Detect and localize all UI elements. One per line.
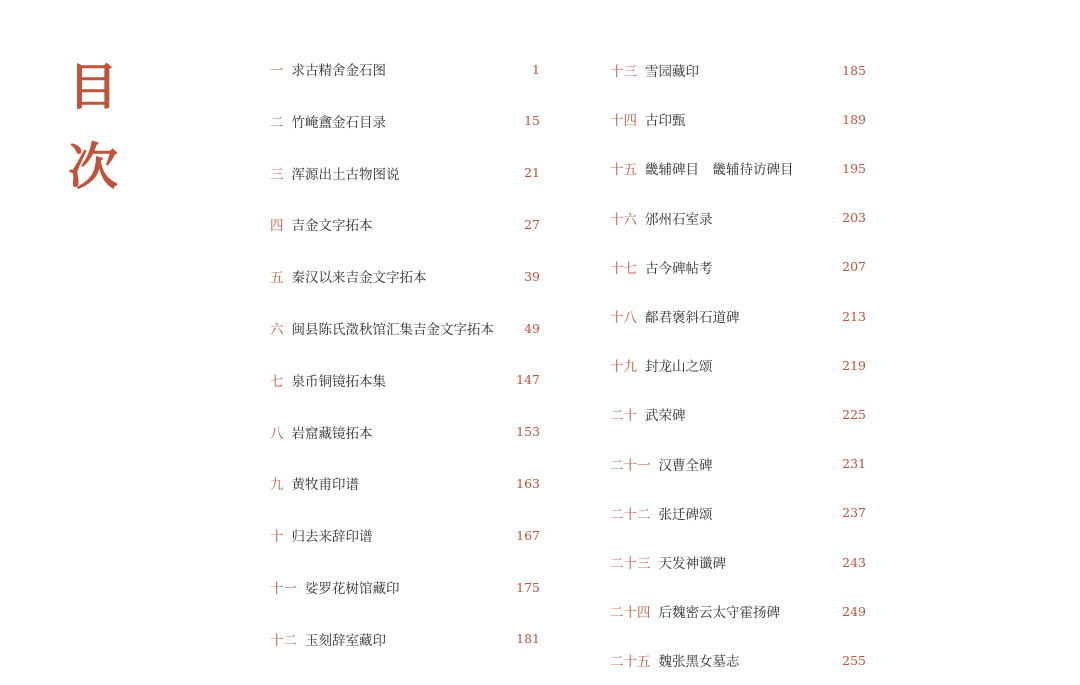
toc-entry[interactable] <box>270 369 540 391</box>
toc-entry-page: 207 <box>842 259 866 275</box>
toc-entry-title: 古印甄 <box>645 113 686 130</box>
toc-entry[interactable] <box>610 207 866 229</box>
toc-entry-number: 二十一 <box>610 457 651 474</box>
toc-entry-page: 27 <box>524 216 540 232</box>
toc-entry-title: 魏张黑女墓志 <box>658 654 740 671</box>
toc-entry-title: 鄐君褒斜石道碑 <box>645 310 740 326</box>
toc-entry-title: 娑罗花树馆藏印 <box>305 581 400 597</box>
toc-entry-number: 十七 <box>610 260 637 277</box>
toc-entry-number: 十五 <box>610 162 637 179</box>
toc-entry-title: 闽县陈氏澂秋馆汇集吉金文字拓本 <box>291 322 494 338</box>
toc-entry[interactable] <box>270 472 540 494</box>
toc-entry-number: 三 <box>270 166 284 183</box>
toc-entry-page: 181 <box>516 631 540 647</box>
toc-entry-title: 武荣碑 <box>645 408 686 425</box>
toc-entry-number: 十八 <box>610 310 637 326</box>
toc-entry-title: 浑源出土古物图说 <box>291 166 400 183</box>
toc-entry-title: 秦汉以来吉金文字拓本 <box>291 270 427 287</box>
toc-entry-title: 求古精舍金石图 <box>291 63 386 79</box>
toc-entry-title: 吉金文字拓本 <box>291 218 373 235</box>
toc-entry-number: 九 <box>270 477 284 494</box>
toc-entry[interactable] <box>610 305 866 327</box>
toc-entry-page: 243 <box>842 554 866 570</box>
toc-entry-number: 六 <box>270 322 284 338</box>
toc-entry-page: 213 <box>842 308 866 324</box>
toc-entry-page: 225 <box>842 406 866 422</box>
toc-entry-number: 十一 <box>270 581 297 597</box>
toc-entry[interactable] <box>610 649 866 671</box>
toc-entry-number: 二十二 <box>610 506 651 523</box>
toc-entry-title: 泉币铜镜拓本集 <box>291 373 386 390</box>
page-title-char-1: 目 <box>68 57 118 116</box>
toc-entry-page: 167 <box>516 527 540 543</box>
toc-entry-number: 八 <box>270 425 284 442</box>
toc-entry[interactable] <box>610 502 866 524</box>
toc-entry-title: 汉曹全碑 <box>658 457 713 474</box>
toc-entry[interactable] <box>270 162 540 184</box>
toc-entry-number: 二十五 <box>610 654 651 671</box>
toc-entry-page: 231 <box>842 456 866 472</box>
toc-entry-page: 175 <box>516 579 540 595</box>
toc-entry-title: 黄牧甫印谱 <box>291 477 359 494</box>
toc-entry[interactable] <box>270 317 540 339</box>
toc-entry-page: 185 <box>842 62 866 78</box>
toc-entry-title: 邠州石室录 <box>645 211 713 228</box>
toc-entry-page: 15 <box>524 113 540 129</box>
toc-entry[interactable] <box>270 421 540 443</box>
toc-entry-number: 十四 <box>610 113 637 130</box>
toc-entry[interactable] <box>270 265 540 287</box>
toc-entry[interactable] <box>270 213 540 235</box>
toc-entry[interactable] <box>610 600 866 622</box>
toc-entry-title: 雪园藏印 <box>645 64 699 80</box>
toc-entry-page: 21 <box>524 165 540 181</box>
toc-entry-number: 二十四 <box>610 605 651 622</box>
toc-entry-number: 一 <box>270 63 284 79</box>
toc-entry-title: 竹崦盦金石目录 <box>291 114 386 131</box>
toc-entry-page: 153 <box>516 424 540 440</box>
toc-entry[interactable] <box>610 403 866 425</box>
toc-entry-title: 古今碑帖考 <box>645 260 713 277</box>
toc-entry-page: 39 <box>524 268 540 284</box>
toc-entry-number: 十 <box>270 529 284 546</box>
toc-entry-title: 岩窟藏镜拓本 <box>291 425 373 442</box>
toc-entry[interactable] <box>610 157 866 179</box>
toc-entry-number: 七 <box>270 373 284 390</box>
toc-entry-number: 十三 <box>610 64 637 80</box>
toc-entry-page: 195 <box>842 160 866 176</box>
toc-entry-page: 203 <box>842 210 866 226</box>
toc-entry[interactable] <box>270 524 540 546</box>
toc-entry-number: 四 <box>270 218 284 235</box>
toc-entry-title: 畿辅碑目 畿辅待访碑目 <box>645 162 794 179</box>
toc-entry-page: 163 <box>516 475 540 491</box>
toc-entry[interactable] <box>610 551 866 573</box>
toc-entry[interactable] <box>270 576 540 598</box>
toc-entry-title: 玉刻辞室藏印 <box>305 632 386 649</box>
toc-entry-number: 十二 <box>270 632 297 649</box>
toc-entry[interactable] <box>610 453 866 475</box>
toc-entry-title: 天发神谶碑 <box>658 556 726 572</box>
toc-entry-page: 147 <box>516 372 540 388</box>
toc-entry[interactable] <box>270 58 540 80</box>
toc-entry[interactable] <box>610 108 866 130</box>
toc-entry-page: 249 <box>842 603 866 619</box>
toc-entry-title: 归去来辞印谱 <box>291 529 373 546</box>
toc-entry-page: 1 <box>532 61 540 77</box>
toc-entry[interactable] <box>610 59 866 81</box>
toc-entry-number: 二十 <box>610 408 637 425</box>
toc-entry[interactable] <box>270 110 540 132</box>
toc-entry[interactable] <box>610 256 866 278</box>
toc-entry[interactable] <box>270 628 540 650</box>
toc-entry-title: 后魏密云太守霍扬碑 <box>658 605 780 622</box>
toc-entry-page: 255 <box>842 652 866 668</box>
toc-entry-page: 237 <box>842 505 866 521</box>
toc-entry-number: 二十三 <box>610 556 651 572</box>
toc-entry-number: 二 <box>270 114 284 131</box>
toc-entry-title: 张迁碑颂 <box>658 506 713 523</box>
toc-entry-number: 五 <box>270 270 284 287</box>
toc-entry-page: 219 <box>842 357 866 373</box>
toc-entry-title: 封龙山之颂 <box>645 359 713 376</box>
toc-entry-page: 189 <box>842 111 866 127</box>
page-title-char-2: 次 <box>68 137 118 196</box>
toc-entry-number: 十六 <box>610 211 637 228</box>
toc-entry-number: 十九 <box>610 359 637 376</box>
toc-entry-page: 49 <box>524 320 540 336</box>
toc-entry[interactable] <box>610 354 866 376</box>
